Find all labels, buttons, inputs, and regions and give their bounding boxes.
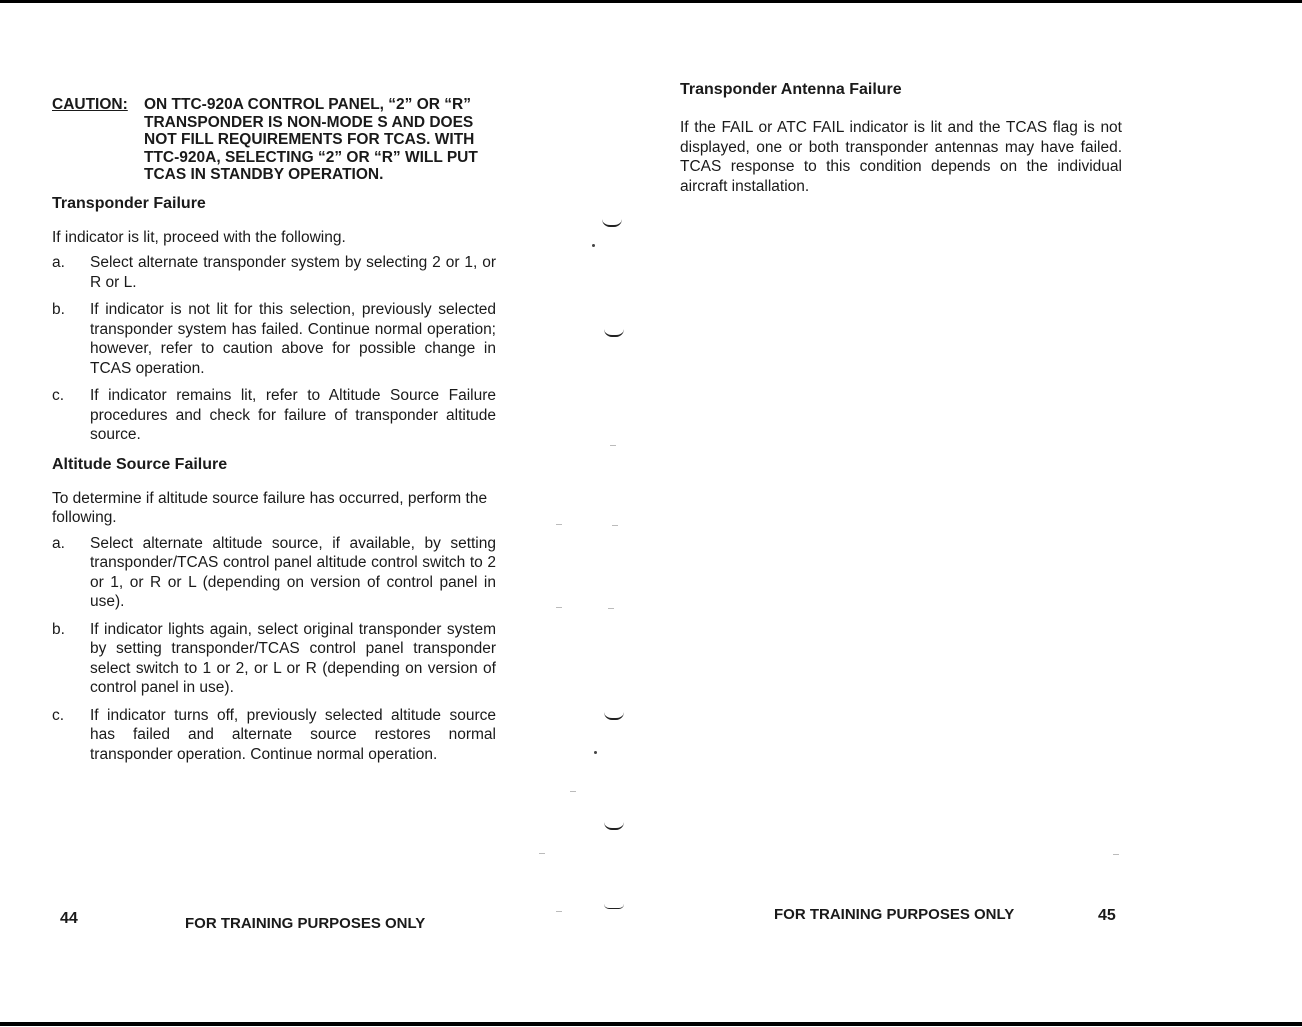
transponder-failure-heading: Transponder Failure	[52, 194, 206, 212]
list-item	[52, 620, 496, 698]
bottom-border	[0, 1022, 1302, 1026]
gutter-mark	[612, 525, 618, 526]
list-item	[52, 534, 496, 612]
right-footer-text: FOR TRAINING PURPOSES ONLY	[774, 906, 1015, 923]
caution-text: ON TTC-920A CONTROL PANEL, “2” OR “R” TRANSPONDER IS NON-MODE S AND DOES NOT FILL REQUIREMENTS FOR TCAS. WITH TTC-920A, SELECTING “2” OR “R” WILL PUT TCAS IN STANDBY OPERATION.	[144, 96, 478, 184]
right-page-number: 45	[1098, 907, 1116, 924]
gutter-mark	[608, 608, 614, 609]
list-item-label: c.	[52, 387, 65, 405]
left-page-number: 44	[60, 910, 78, 927]
altitude-source-failure-intro: To determine if altitude source failure has occurred, perform the following.	[52, 489, 488, 527]
gutter-mark	[592, 244, 595, 247]
altitude-source-failure-section	[52, 455, 496, 765]
transponder-failure-section	[52, 194, 496, 445]
list-item-text: If indicator turns off, previously selected altitude source has failed and alternate source restores normal transponder operation. Continue normal operation.	[90, 706, 496, 763]
list-item-text: If indicator is not lit for this selection, previously selected transponder system has failed. Continue normal operation; however, refer to caution above for possible change in TCAS operation.	[90, 301, 496, 377]
list-item-label: a.	[52, 534, 65, 552]
gutter-mark	[1113, 854, 1119, 855]
gutter-mark	[604, 822, 624, 830]
list-item-text: If indicator lights again, select original transponder system by setting transponder/TCAS control panel transponder select switch to 1 or 2, or L or R (depending on version of control panel in use).	[90, 620, 496, 697]
list-item	[52, 300, 496, 378]
gutter-mark	[539, 853, 545, 854]
transponder-failure-intro: If indicator is lit, proceed with the following.	[52, 228, 346, 246]
left-page	[52, 96, 496, 772]
antenna-failure-heading: Transponder Antenna Failure	[680, 81, 902, 98]
gutter-mark	[570, 791, 576, 792]
gutter-mark	[556, 607, 562, 608]
gutter-mark	[610, 445, 616, 446]
gutter-mark	[594, 751, 597, 754]
gutter-mark	[604, 904, 624, 909]
right-page	[680, 80, 1122, 202]
list-item	[52, 253, 496, 292]
list-item-text: Select alternate altitude source, if available, by setting transponder/TCAS control panel altitude control switch to 2 or 1, or R or L (depending on version of control panel in use).	[90, 534, 496, 611]
left-footer-text: FOR TRAINING PURPOSES ONLY	[185, 915, 426, 932]
list-item-label: c.	[52, 706, 65, 724]
gutter-mark	[556, 524, 562, 525]
list-item	[52, 706, 496, 765]
list-item-text: If indicator remains lit, refer to Altitude Source Failure procedures and check for failure of transponder altitude source.	[90, 387, 496, 444]
list-item-label: a.	[52, 254, 65, 272]
gutter-mark	[602, 219, 622, 227]
antenna-failure-text: If the FAIL or ATC FAIL indicator is lit and the TCAS flag is not displayed, one or both transponder antennas may have failed. TCAS response to this condition depends on the individual aircraft installation.	[680, 119, 1122, 195]
altitude-source-failure-heading: Altitude Source Failure	[52, 455, 228, 473]
list-item-text: Select alternate transponder system by selecting 2 or 1, or R or L.	[90, 254, 496, 291]
list-item-label: b.	[52, 301, 65, 319]
list-item-label: b.	[52, 620, 65, 638]
list-item	[52, 386, 496, 445]
caution-label: CAUTION:	[52, 96, 128, 113]
gutter-mark	[604, 329, 624, 337]
caution-block	[52, 96, 496, 184]
top-border	[0, 0, 1302, 3]
gutter-mark	[556, 911, 562, 912]
gutter-mark	[604, 712, 624, 720]
